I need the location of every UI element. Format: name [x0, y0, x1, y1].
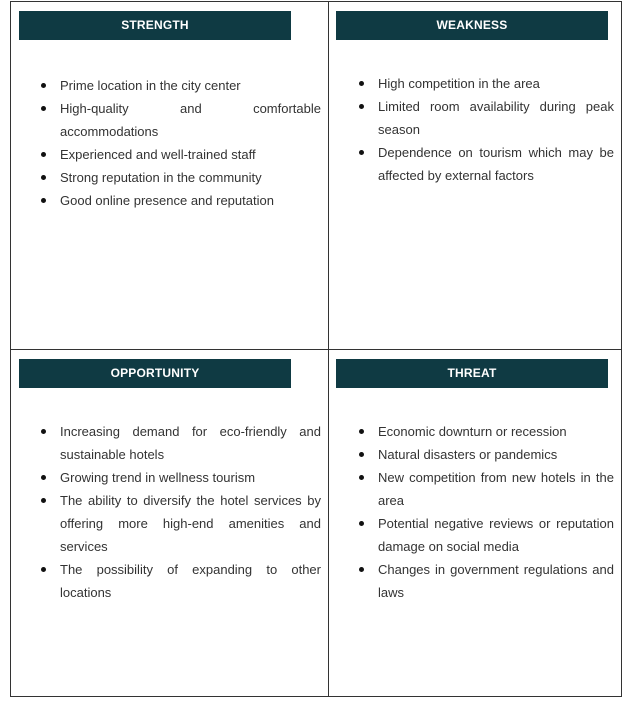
- strength-header: STRENGTH: [19, 11, 291, 40]
- opportunity-quadrant: [11, 350, 329, 696]
- list-item: Increasing demand for eco-friendly and sustainable hotels: [41, 420, 321, 466]
- list-item: Economic downturn or recession: [359, 420, 614, 443]
- list-item: The possibility of expanding to other locations: [41, 558, 321, 604]
- list-item: Growing trend in wellness tourism: [41, 466, 321, 489]
- threat-list: [359, 420, 614, 604]
- strength-list: [41, 74, 321, 212]
- list-item: New competition from new hotels in the area: [359, 466, 614, 512]
- list-item: Prime location in the city center: [41, 74, 321, 97]
- weakness-header: WEAKNESS: [336, 11, 608, 40]
- opportunity-list: [41, 420, 321, 604]
- threat-header: THREAT: [336, 359, 608, 388]
- list-item: The ability to diversify the hotel services by offering more high-end amenities and services: [41, 489, 321, 558]
- list-item: High competition in the area: [359, 72, 614, 95]
- list-item: Good online presence and reputation: [41, 189, 321, 212]
- list-item: High-quality and comfortable accommodations: [41, 97, 321, 143]
- weakness-quadrant: [329, 2, 621, 350]
- list-item: Experienced and well-trained staff: [41, 143, 321, 166]
- list-item: Strong reputation in the community: [41, 166, 321, 189]
- list-item: Natural disasters or pandemics: [359, 443, 614, 466]
- list-item: Potential negative reviews or reputation damage on social media: [359, 512, 614, 558]
- list-item: Limited room availability during peak season: [359, 95, 614, 141]
- weakness-list: [359, 72, 614, 187]
- threat-quadrant: [329, 350, 621, 696]
- strength-quadrant: [11, 2, 329, 350]
- swot-table: [10, 1, 622, 697]
- list-item: Changes in government regulations and laws: [359, 558, 614, 604]
- list-item: Dependence on tourism which may be affected by external factors: [359, 141, 614, 187]
- opportunity-header: OPPORTUNITY: [19, 359, 291, 388]
